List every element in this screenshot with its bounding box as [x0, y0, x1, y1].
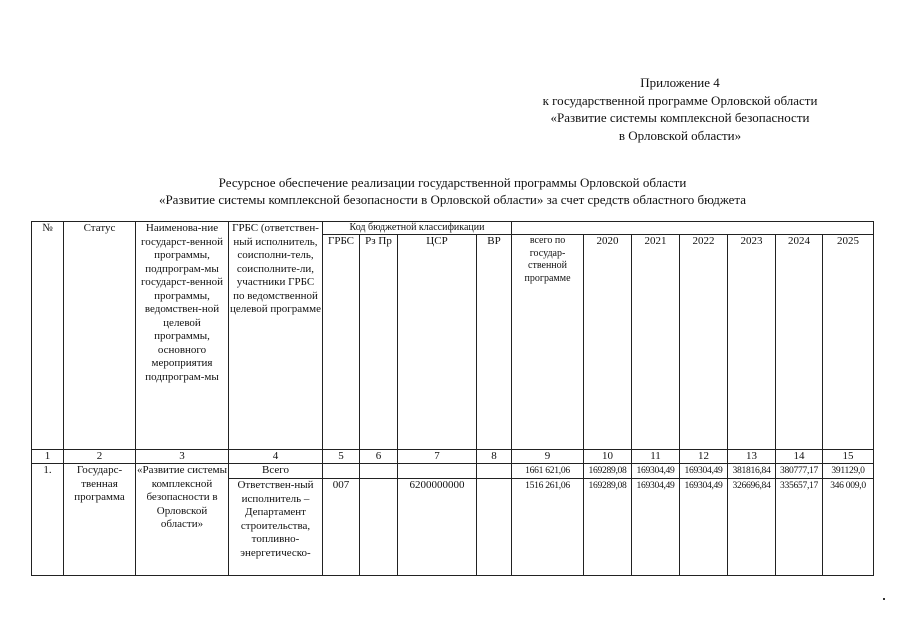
- header-row-1: [32, 222, 874, 235]
- document-title-line-2: «Развитие системы комплексной безопасности в Орловской области» за счет средств областного бюджета: [158, 192, 747, 207]
- document-title-line-1: Ресурсное обеспечение реализации государственной программы Орловской области: [218, 175, 687, 190]
- header-grbs-full: ГРБС (ответствен-ный исполнитель, соисполни-тель, соисполните-ли, участники ГРБС по ведомственной целевой программе: [229, 222, 323, 450]
- document-title: [60, 174, 845, 208]
- appendix-line-3: «Развитие системы комплексной безопасности: [550, 110, 810, 125]
- column-number: 3: [136, 450, 229, 464]
- appendix-line-4: в Орловской области»: [618, 127, 742, 143]
- row-value-2025: 346 009,0: [823, 479, 874, 576]
- header-year-2022: 2022: [680, 235, 728, 450]
- header-rzpr: Рз Пр: [360, 235, 398, 450]
- column-number: 6: [360, 450, 398, 464]
- column-number: 5: [323, 450, 360, 464]
- row-grbs-full: Ответствен-ный исполнитель – Департамент строительства, топливно-энергетическо-: [229, 479, 323, 576]
- column-number: 1: [32, 450, 64, 464]
- column-number: 13: [728, 450, 776, 464]
- column-number: 11: [632, 450, 680, 464]
- table-row: [32, 464, 874, 479]
- row-total: 1661 621,06: [512, 464, 584, 479]
- row-vr: [477, 479, 512, 576]
- row-value-2024: 380777,17: [776, 464, 823, 479]
- header-year-2021: 2021: [632, 235, 680, 450]
- scan-speck: [883, 598, 885, 600]
- header-year-2023: 2023: [728, 235, 776, 450]
- row-vr: [477, 464, 512, 479]
- column-number: 9: [512, 450, 584, 464]
- resource-table: [31, 221, 874, 576]
- appendix-header: [470, 74, 890, 144]
- row-rzpr: [360, 479, 398, 576]
- appendix-line-2: к государственной программе Орловской области: [542, 92, 818, 108]
- header-total: всего по государ-ственной программе: [512, 235, 584, 450]
- column-number: 15: [823, 450, 874, 464]
- column-number: 2: [64, 450, 136, 464]
- column-number: 14: [776, 450, 823, 464]
- row-csr: [398, 464, 477, 479]
- header-year-2025: 2025: [823, 235, 874, 450]
- row-value-2023: 326696,84: [728, 479, 776, 576]
- row-value-2020: 169289,08: [584, 479, 632, 576]
- row-value-2025: 391129,0: [823, 464, 874, 479]
- header-vr: ВР: [477, 235, 512, 450]
- column-number: 8: [477, 450, 512, 464]
- row-number: 1.: [32, 464, 64, 576]
- header-grbs: ГРБС: [323, 235, 360, 450]
- column-number: 10: [584, 450, 632, 464]
- header-budget-code: Код бюджетной классификации: [323, 222, 512, 235]
- row-value-2020: 169289,08: [584, 464, 632, 479]
- row-status: Государс-твенная программа: [64, 464, 136, 576]
- header-status: Статус: [64, 222, 136, 450]
- header-year-2024: 2024: [776, 235, 823, 450]
- row-value-2022: 169304,49: [680, 479, 728, 576]
- column-number-row: [32, 450, 874, 464]
- row-value-2024: 335657,17: [776, 479, 823, 576]
- appendix-line-1: Приложение 4: [640, 75, 720, 90]
- column-number: 12: [680, 450, 728, 464]
- row-grbs: [323, 464, 360, 479]
- row-value-2021: 169304,49: [632, 464, 680, 479]
- column-number: 4: [229, 450, 323, 464]
- header-name: Наименова-ние государст-венной программы, подпрограм-мы государст-венной программы, ведомствен-ной целевой программы, основного мероприятия подпрограм-мы: [136, 222, 229, 450]
- column-number: 7: [398, 450, 477, 464]
- header-spacer: [512, 222, 874, 235]
- row-total: 1516 261,06: [512, 479, 584, 576]
- row-rzpr: [360, 464, 398, 479]
- row-program-name: «Развитие системы комплексной безопасности в Орловской области»: [136, 464, 229, 576]
- row-value-2021: 169304,49: [632, 479, 680, 576]
- row-value-2023: 381816,84: [728, 464, 776, 479]
- header-year-2020: 2020: [584, 235, 632, 450]
- row-grbs-full: Всего: [229, 464, 323, 479]
- row-value-2022: 169304,49: [680, 464, 728, 479]
- header-csr: ЦСР: [398, 235, 477, 450]
- row-grbs: 007: [323, 479, 360, 576]
- header-no: №: [32, 222, 64, 450]
- row-csr: 6200000000: [398, 479, 477, 576]
